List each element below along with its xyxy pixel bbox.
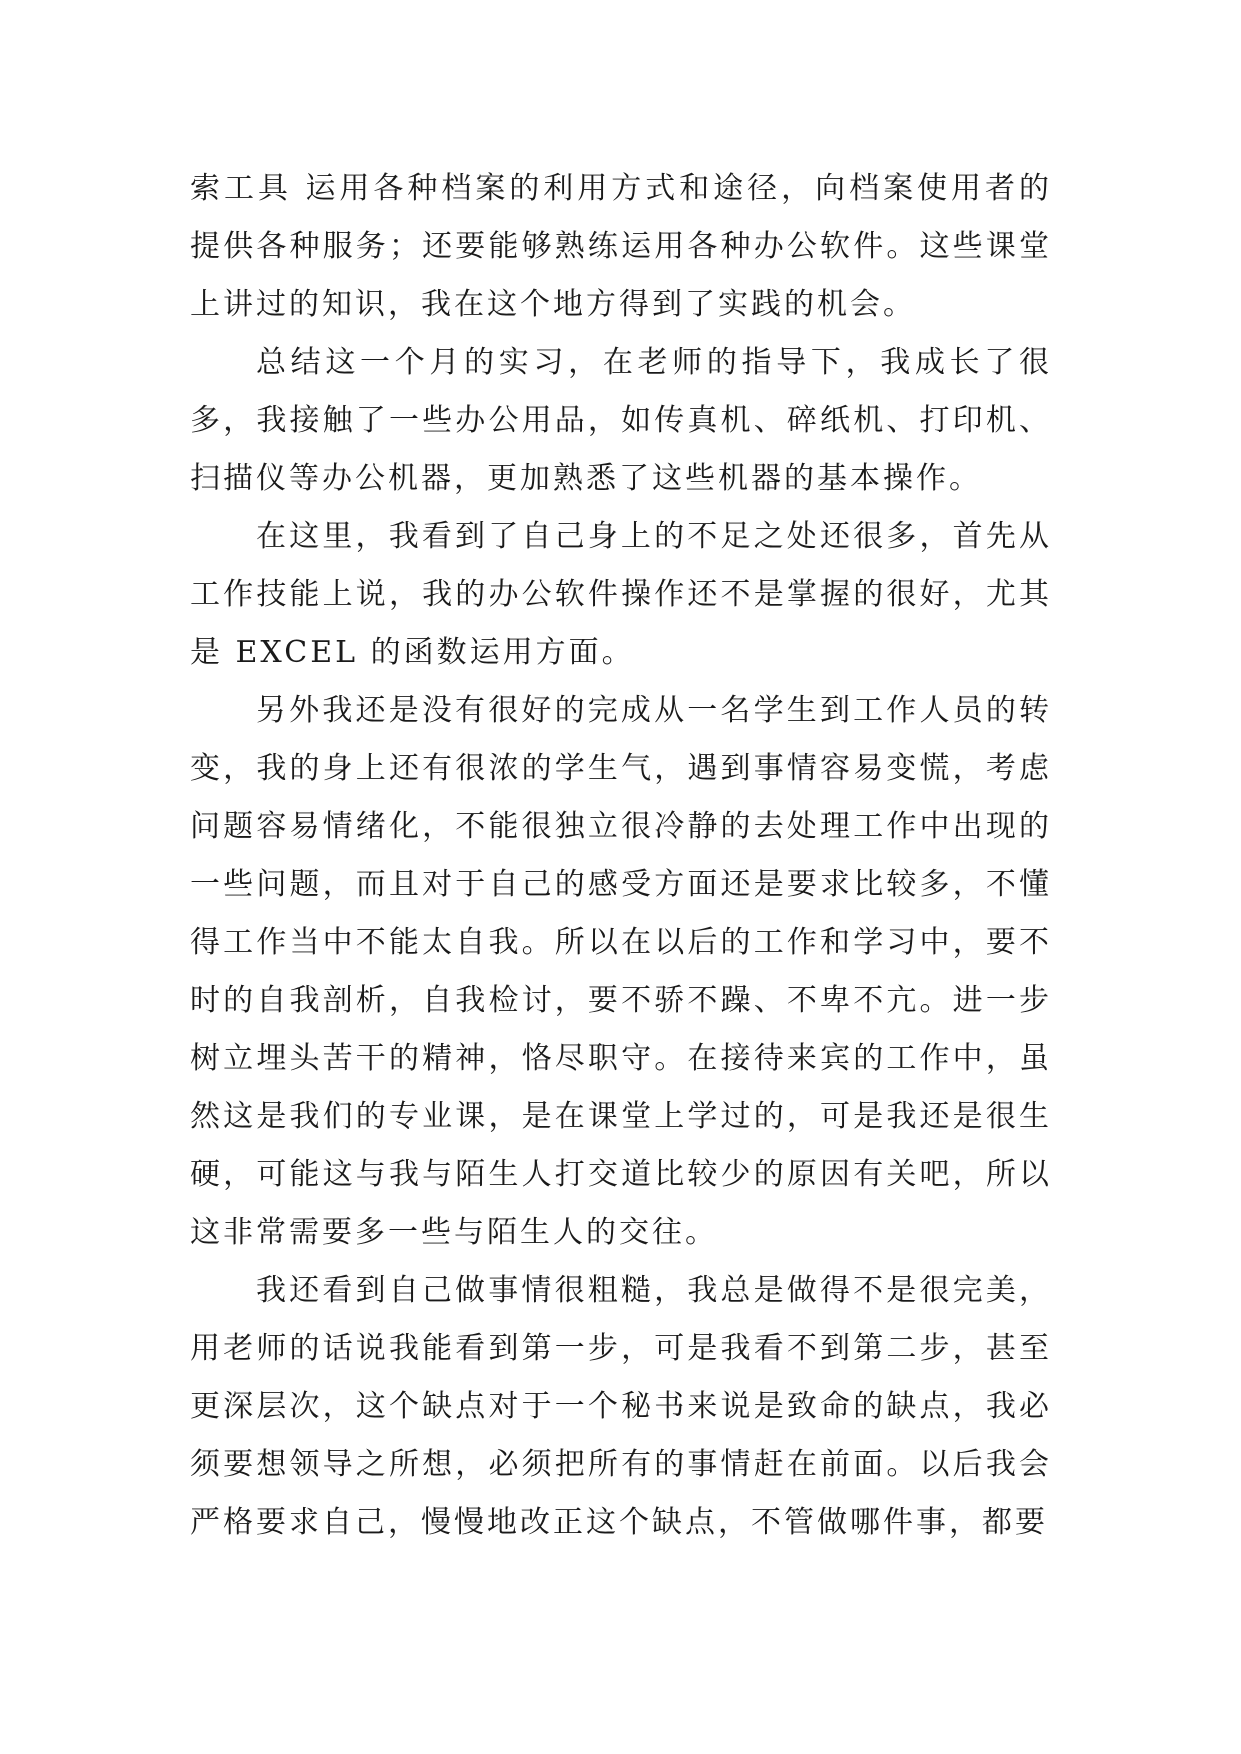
paragraph-4: 另外我还是没有很好的完成从一名学生到工作人员的转变，我的身上还有很浓的学生气，遇到事情容易变慌，考虑问题容易情绪化，不能很独立很冷静的去处理工作中出现的一些问题，而且对于自己的感受方面还是要求比较多，不懂得工作当中不能太自我。所以在以后的工作和学习中，要不时的自我剖析，自我检讨，要不骄不躁、不卑不亢。进一步树立埋头苦干的精神，恪尽职守。在接待来宾的工作中，虽然这是我们的专业课，是在课堂上学过的，可是我还是很生硬，可能这与我与陌生人打交道比较少的原因有关吧，所以这非常需要多一些与陌生人的交往。 — [190, 693, 1052, 1250]
paragraph-1: 索工具 运用各种档案的利用方式和途径，向档案使用者的提供各种服务；还要能够熟练运用各种办公软件。这些课堂上讲过的知识，我在这个地方得到了实践的机会。 — [190, 171, 1052, 322]
paragraph-5: 我还看到自己做事情很粗糙，我总是做得不是很完美，用老师的话说我能看到第一步，可是我看不到第二步，甚至更深层次，这个缺点对于一个秘书来说是致命的缺点，我必须要想领导之所想，必须把所有的事情赶在前面。以后我会严格要求自己，慢慢地改正这个缺点，不管做哪件事，都要 — [190, 1273, 1052, 1540]
body-text — [190, 160, 1052, 1552]
paragraph-2: 总结这一个月的实习，在老师的指导下，我成长了很多，我接触了一些办公用品，如传真机、碎纸机、打印机、扫描仪等办公机器，更加熟悉了这些机器的基本操作。 — [190, 345, 1052, 496]
paragraph-3: 在这里，我看到了自己身上的不足之处还很多，首先从工作技能上说，我的办公软件操作还不是掌握的很好，尤其是 EXCEL 的函数运用方面。 — [190, 519, 1052, 670]
